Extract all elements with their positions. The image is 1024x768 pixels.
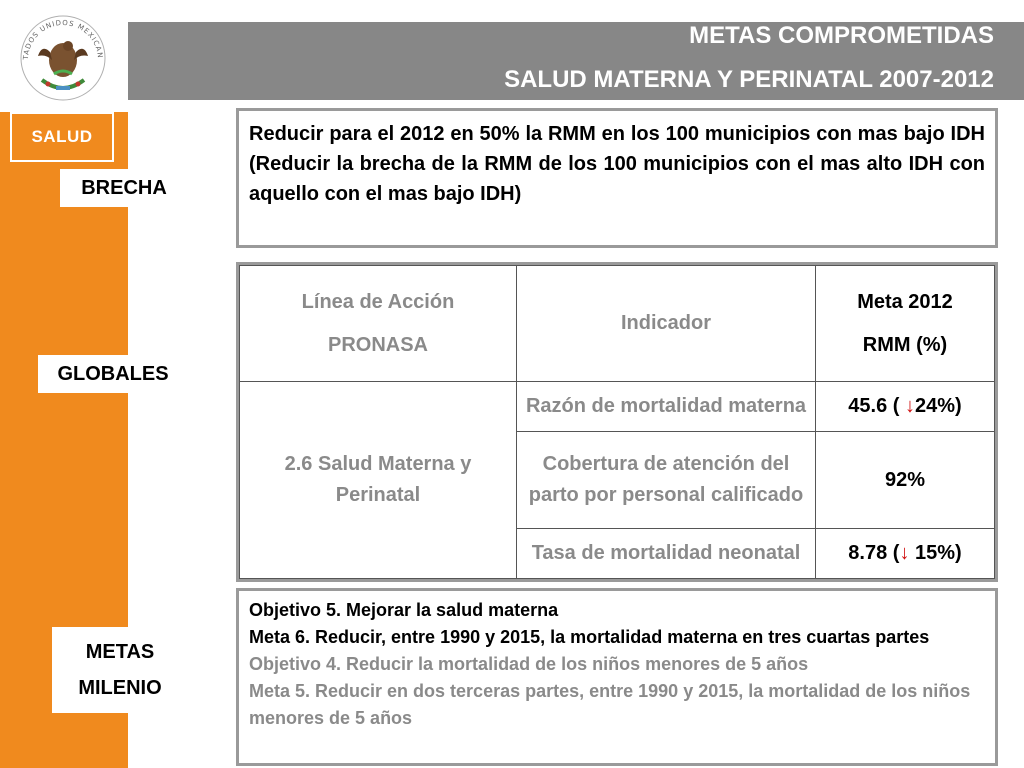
header-indicador: Indicador [517, 266, 816, 382]
meta-suffix: 15%) [909, 542, 962, 565]
table-header-row [240, 266, 995, 382]
meta-cell: 92% [816, 431, 995, 529]
header-linea-accion-line2: PRONASA [327, 333, 428, 356]
goals-table-box [236, 262, 998, 582]
milenio-objetivo-4: Objetivo 4. Reducir la mortalidad de los niños menores de 5 años [249, 654, 809, 674]
down-arrow-icon: ↓ [905, 394, 915, 417]
linea-accion-cell: 2.6 Salud Materna y Perinatal [240, 382, 517, 579]
meta-suffix: 24%) [915, 394, 962, 417]
table-row [240, 382, 995, 432]
milenio-box [236, 588, 998, 766]
indicador-cell: Cobertura de atención del parto por personal calificado [517, 431, 816, 529]
header-meta-line1: Meta 2012 [857, 290, 953, 313]
header-linea-accion-line1: Línea de Acción [301, 290, 455, 313]
seal-text: TADOS UNIDOS MEXICAN [21, 18, 105, 61]
salud-logo [10, 112, 114, 162]
indicador-cell: Razón de mortalidad materna [517, 382, 816, 432]
goals-table [239, 265, 995, 579]
label-metas-line2: MILENIO [78, 677, 162, 699]
salud-logo-text: SALUD [31, 127, 93, 146]
header-linea-accion [240, 266, 517, 382]
milenio-objetivo-5: Objetivo 5. Mejorar la salud materna [249, 600, 559, 620]
meta-prefix: 45.6 ( [848, 394, 905, 417]
milenio-meta-6: Meta 6. Reducir, entre 1990 y 2015, la mortalidad materna en tres cuartas partes [249, 627, 930, 647]
label-metas-line1: METAS [85, 641, 155, 663]
meta-cell [816, 529, 995, 579]
mexico-seal-logo [12, 8, 114, 108]
label-brecha: BRECHA [60, 169, 188, 207]
meta-prefix: 8.78 ( [848, 542, 900, 565]
eagle-seal-icon [12, 8, 114, 108]
meta-cell [816, 382, 995, 432]
page-subtitle: SALUD MATERNA Y PERINATAL 2007-2012 [504, 66, 994, 93]
label-globales: GLOBALES [38, 355, 188, 393]
down-arrow-icon: ↓ [899, 542, 910, 565]
header-meta [816, 266, 995, 382]
brecha-box [236, 108, 998, 248]
label-metas-milenio [52, 627, 188, 713]
milenio-meta-5: Meta 5. Reducir en dos terceras partes, entre 1990 y 2015, la mortalidad de los niños menores de 5 años [249, 681, 971, 728]
page-title: METAS COMPROMETIDAS [689, 22, 994, 49]
brecha-text: Reducir para el 2012 en 50% la RMM en los 100 municipios con mas bajo IDH (Reducir la brecha de la RMM de los 100 municipios con el mas alto IDH con aquello con el mas bajo IDH) [249, 123, 985, 205]
indicador-cell: Tasa de mortalidad neonatal [517, 529, 816, 579]
header-meta-line2: RMM (%) [862, 333, 948, 356]
